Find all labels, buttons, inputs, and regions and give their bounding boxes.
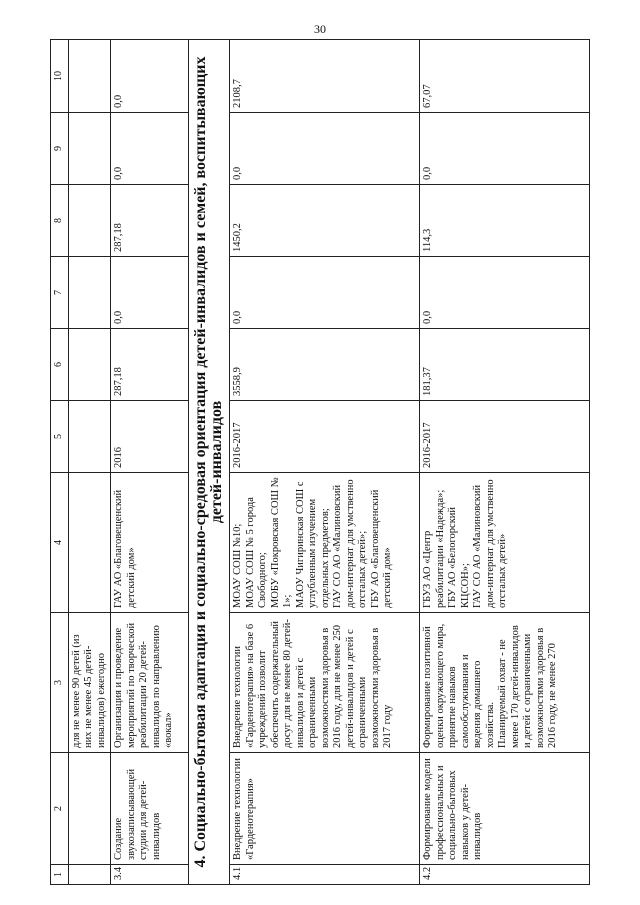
table-row [230, 40, 420, 885]
section-title: 4. Социально-бытовая адаптация и социально-средовая ориентация детей-инвалидов и семей, воспитывающих детей-инвалидов [189, 40, 230, 885]
row-total: 181,37 [420, 329, 590, 401]
row-col8: 287,18 [111, 185, 189, 257]
row-col8: 114,3 [420, 185, 590, 257]
row-description: Формирование позитивной оценки окружающего мира, принятие навыков самообслуживания и ведения домашнего хозяйства. Планируемый охват - не менее 170 детей-инвалидов и детей с ограниченными возможностями здоровья в 2016 году, не менее 270 [420, 613, 590, 753]
row-executor: МОАУ СОШ №10; МОАУ СОШ № 5 города Свободного; МОБУ «Покровская СОШ № 1»; МАОУ Чигиринская СОШ с углубленным изучением отдельных предметов; ГАУ СО АО «Малиновский дом-интернат для умственно отсталых детей»; ГБУ АО «Благовещенский детский дом» [230, 473, 420, 613]
column-header: 8 [51, 185, 69, 257]
row-description: Внедрение технологии «Гарденотерапия» на базе 6 учреждений позволит обеспечить содержательный досуг для не менее 80 детей-инвалидов и детей с ограниченными возможностями здоровья в 2016 году, для не менее 250 детей-инвалидов и детей с ограниченными возможностями здоровья в 2017 году [230, 613, 420, 753]
page-number: 30 [314, 22, 326, 36]
row-name: Формирование модели профессиональных и социально-бытовых навыков у детей-инвалидов [420, 753, 590, 865]
row-period: 2016-2017 [230, 401, 420, 473]
column-header: 7 [51, 257, 69, 329]
row-period: 2016 [111, 401, 189, 473]
row-name: Внедрение технологии «Гарденотерапия» [230, 753, 420, 865]
row-col8: 1450,2 [230, 185, 420, 257]
column-header: 6 [51, 329, 69, 401]
program-activities-table [50, 39, 590, 885]
table-row [111, 40, 189, 885]
row-col7: 0,0 [111, 257, 189, 329]
section-title-row [189, 40, 230, 885]
row-col9: 0,0 [420, 113, 590, 185]
table-row [420, 40, 590, 885]
row-total: 287,18 [111, 329, 189, 401]
row-total: 3558,9 [230, 329, 420, 401]
row-id: 4.1 [230, 865, 420, 885]
column-header: 5 [51, 401, 69, 473]
continuation-text: для не менее 90 детей (из них не менее 45 детей-инвалидов) ежегодно [68, 613, 111, 753]
row-col7: 0,0 [420, 257, 590, 329]
row-id: 3.4 [111, 865, 189, 885]
row-col7: 0,0 [230, 257, 420, 329]
column-header: 4 [51, 473, 69, 613]
column-number-row [51, 40, 69, 885]
continuation-row [68, 40, 111, 885]
row-name: Создание звукозаписывающей студии для детей-инвалидов [111, 753, 189, 865]
row-col9: 0,0 [111, 113, 189, 185]
row-id: 4.2 [420, 865, 590, 885]
row-col10: 2108,7 [230, 40, 420, 113]
column-header: 9 [51, 113, 69, 185]
row-col10: 0,0 [111, 40, 189, 113]
row-executor: ГБУЗ АО «Центр реабилитации «Надежда»; ГБУ АО «Белогорский КЦСОН»; ГАУ СО АО «Малиновский дом-интернат для умственно отсталых детей» [420, 473, 590, 613]
row-description: Организация и проведение мероприятий по творческой реабилитации 20 детей-инвалидов по направлению «вокал» [111, 613, 189, 753]
column-header: 1 [51, 865, 69, 885]
row-period: 2016-2017 [420, 401, 590, 473]
rotated-table-sheet [50, 40, 610, 885]
row-col9: 0,0 [230, 113, 420, 185]
column-header: 10 [51, 40, 69, 113]
row-col10: 67,07 [420, 40, 590, 113]
row-executor: ГАУ АО «Благовещенский детский дом» [111, 473, 189, 613]
column-header: 3 [51, 613, 69, 753]
column-header: 2 [51, 753, 69, 865]
